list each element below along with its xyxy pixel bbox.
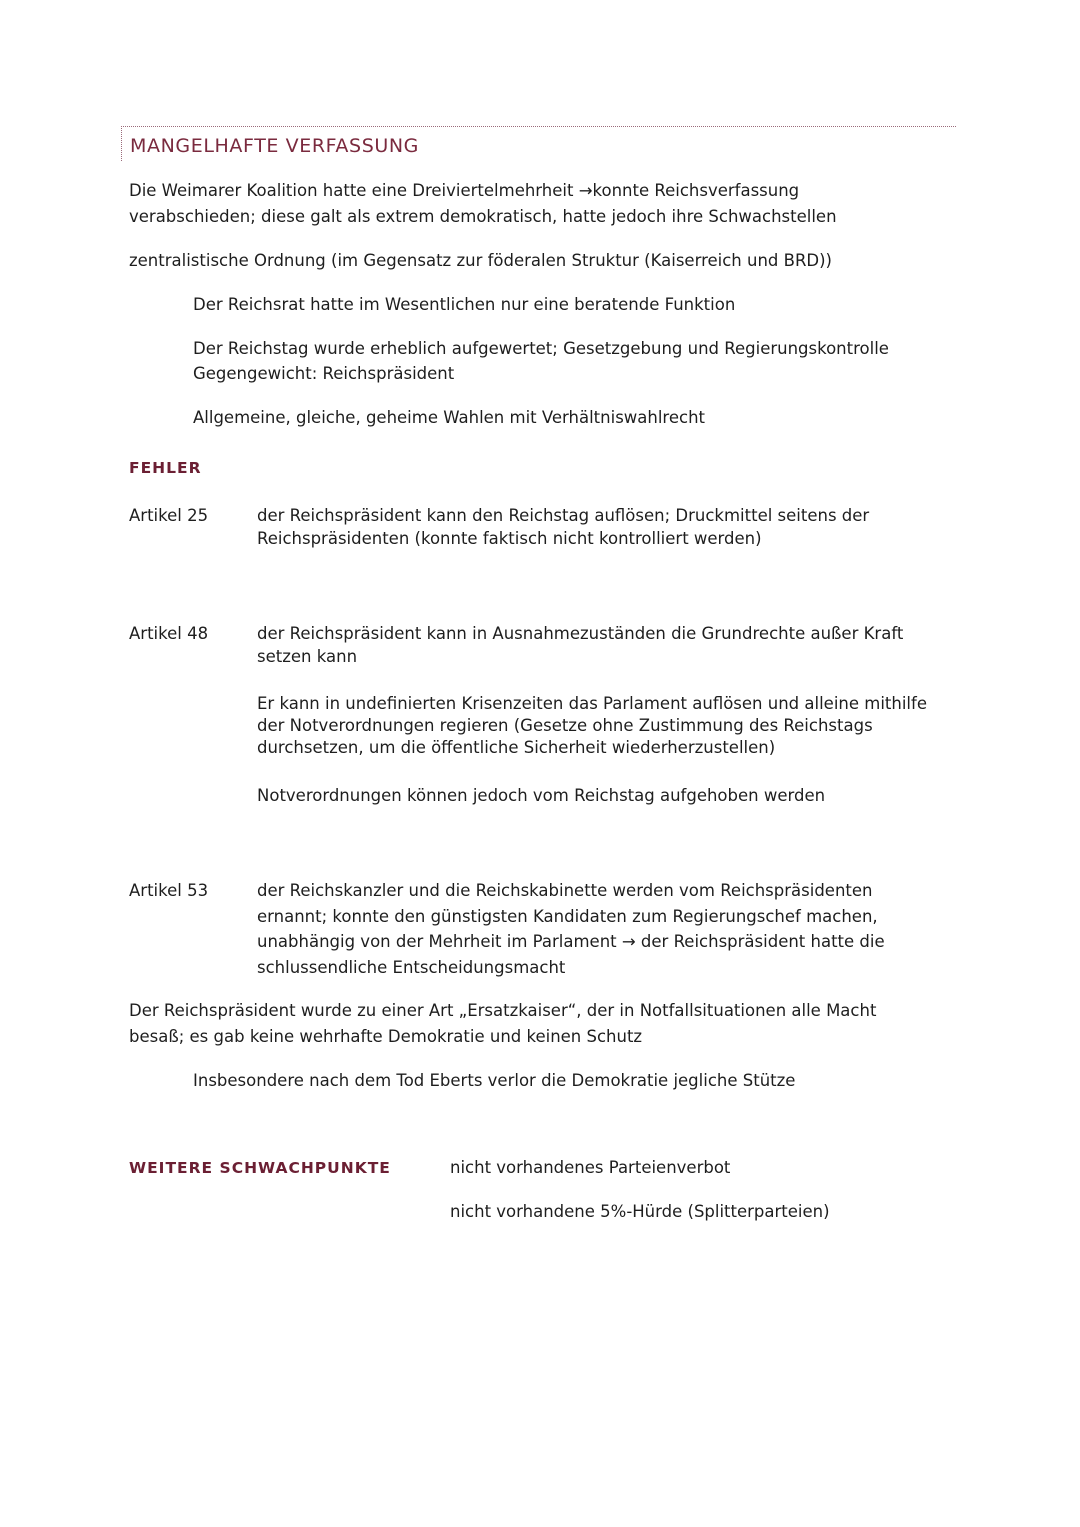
art48-line-5: durchsetzen, um die öffentliche Sicherheit wiederherzustellen)	[257, 738, 776, 757]
intro-line-3: zentralistische Ordnung (im Gegensatz zur föderalen Struktur (Kaiserreich und BRD))	[129, 251, 832, 270]
art48-label: Artikel 48	[129, 624, 209, 643]
art25-line-2: Reichspräsidenten (konnte faktisch nicht kontrolliert werden)	[257, 529, 762, 548]
point-wahlen: Allgemeine, gleiche, geheime Wahlen mit Verhältniswahlrecht	[193, 408, 706, 427]
point-reichstag-line-2: Gegengewicht: Reichspräsident	[193, 364, 455, 383]
section-title: MANGELHAFTE VERFASSUNG	[130, 135, 419, 157]
intro-line-1: Die Weimarer Koalition hatte eine Dreiviertelmehrheit →konnte Reichsverfassung	[129, 181, 800, 200]
art25-line-1: der Reichspräsident kann den Reichstag auflösen; Druckmittel seitens der	[257, 506, 870, 525]
point-reichstag-line-1: Der Reichstag wurde erheblich aufgewertet; Gesetzgebung und Regierungskontrolle	[193, 339, 889, 358]
intro-line-2: verabschieden; diese galt als extrem demokratisch, hatte jedoch ihre Schwachstellen	[129, 207, 837, 226]
art53-line-4: schlussendliche Entscheidungsmacht	[257, 958, 566, 977]
art53-line-1: der Reichskanzler und die Reichskabinette werden vom Reichspräsidenten	[257, 881, 873, 900]
section-heading-box	[121, 126, 956, 161]
weitere-title: WEITERE SCHWACHPUNKTE	[129, 1159, 391, 1177]
weitere-item-1: nicht vorhandenes Parteienverbot	[450, 1158, 731, 1177]
art53-label: Artikel 53	[129, 881, 209, 900]
fehler-title: FEHLER	[129, 459, 202, 477]
point-reichsrat: Der Reichsrat hatte im Wesentlichen nur eine beratende Funktion	[193, 295, 736, 314]
weitere-item-2: nicht vorhandene 5%-Hürde (Splitterparteien)	[450, 1202, 830, 1221]
conclusion-line-2: besaß; es gab keine wehrhafte Demokratie und keinen Schutz	[129, 1027, 643, 1046]
art48-line-4: der Notverordnungen regieren (Gesetze ohne Zustimmung des Reichstags	[257, 716, 873, 735]
art48-line-2: setzen kann	[257, 647, 358, 666]
conclusion-line-3: Insbesondere nach dem Tod Eberts verlor die Demokratie jegliche Stütze	[193, 1071, 796, 1090]
art48-line-6: Notverordnungen können jedoch vom Reichstag aufgehoben werden	[257, 786, 826, 805]
art53-line-3: unabhängig von der Mehrheit im Parlament → der Reichspräsident hatte die	[257, 932, 885, 951]
art53-line-2: ernannt; konnte den günstigsten Kandidaten zum Regierungschef machen,	[257, 907, 878, 926]
art25-label: Artikel 25	[129, 506, 209, 525]
conclusion-line-1: Der Reichspräsident wurde zu einer Art „Ersatzkaiser“, der in Notfallsituationen alle Macht	[129, 1001, 877, 1020]
art48-line-3: Er kann in undefinierten Krisenzeiten das Parlament auflösen und alleine mithilfe	[257, 694, 927, 713]
art48-line-1: der Reichspräsident kann in Ausnahmezuständen die Grundrechte außer Kraft	[257, 624, 904, 643]
